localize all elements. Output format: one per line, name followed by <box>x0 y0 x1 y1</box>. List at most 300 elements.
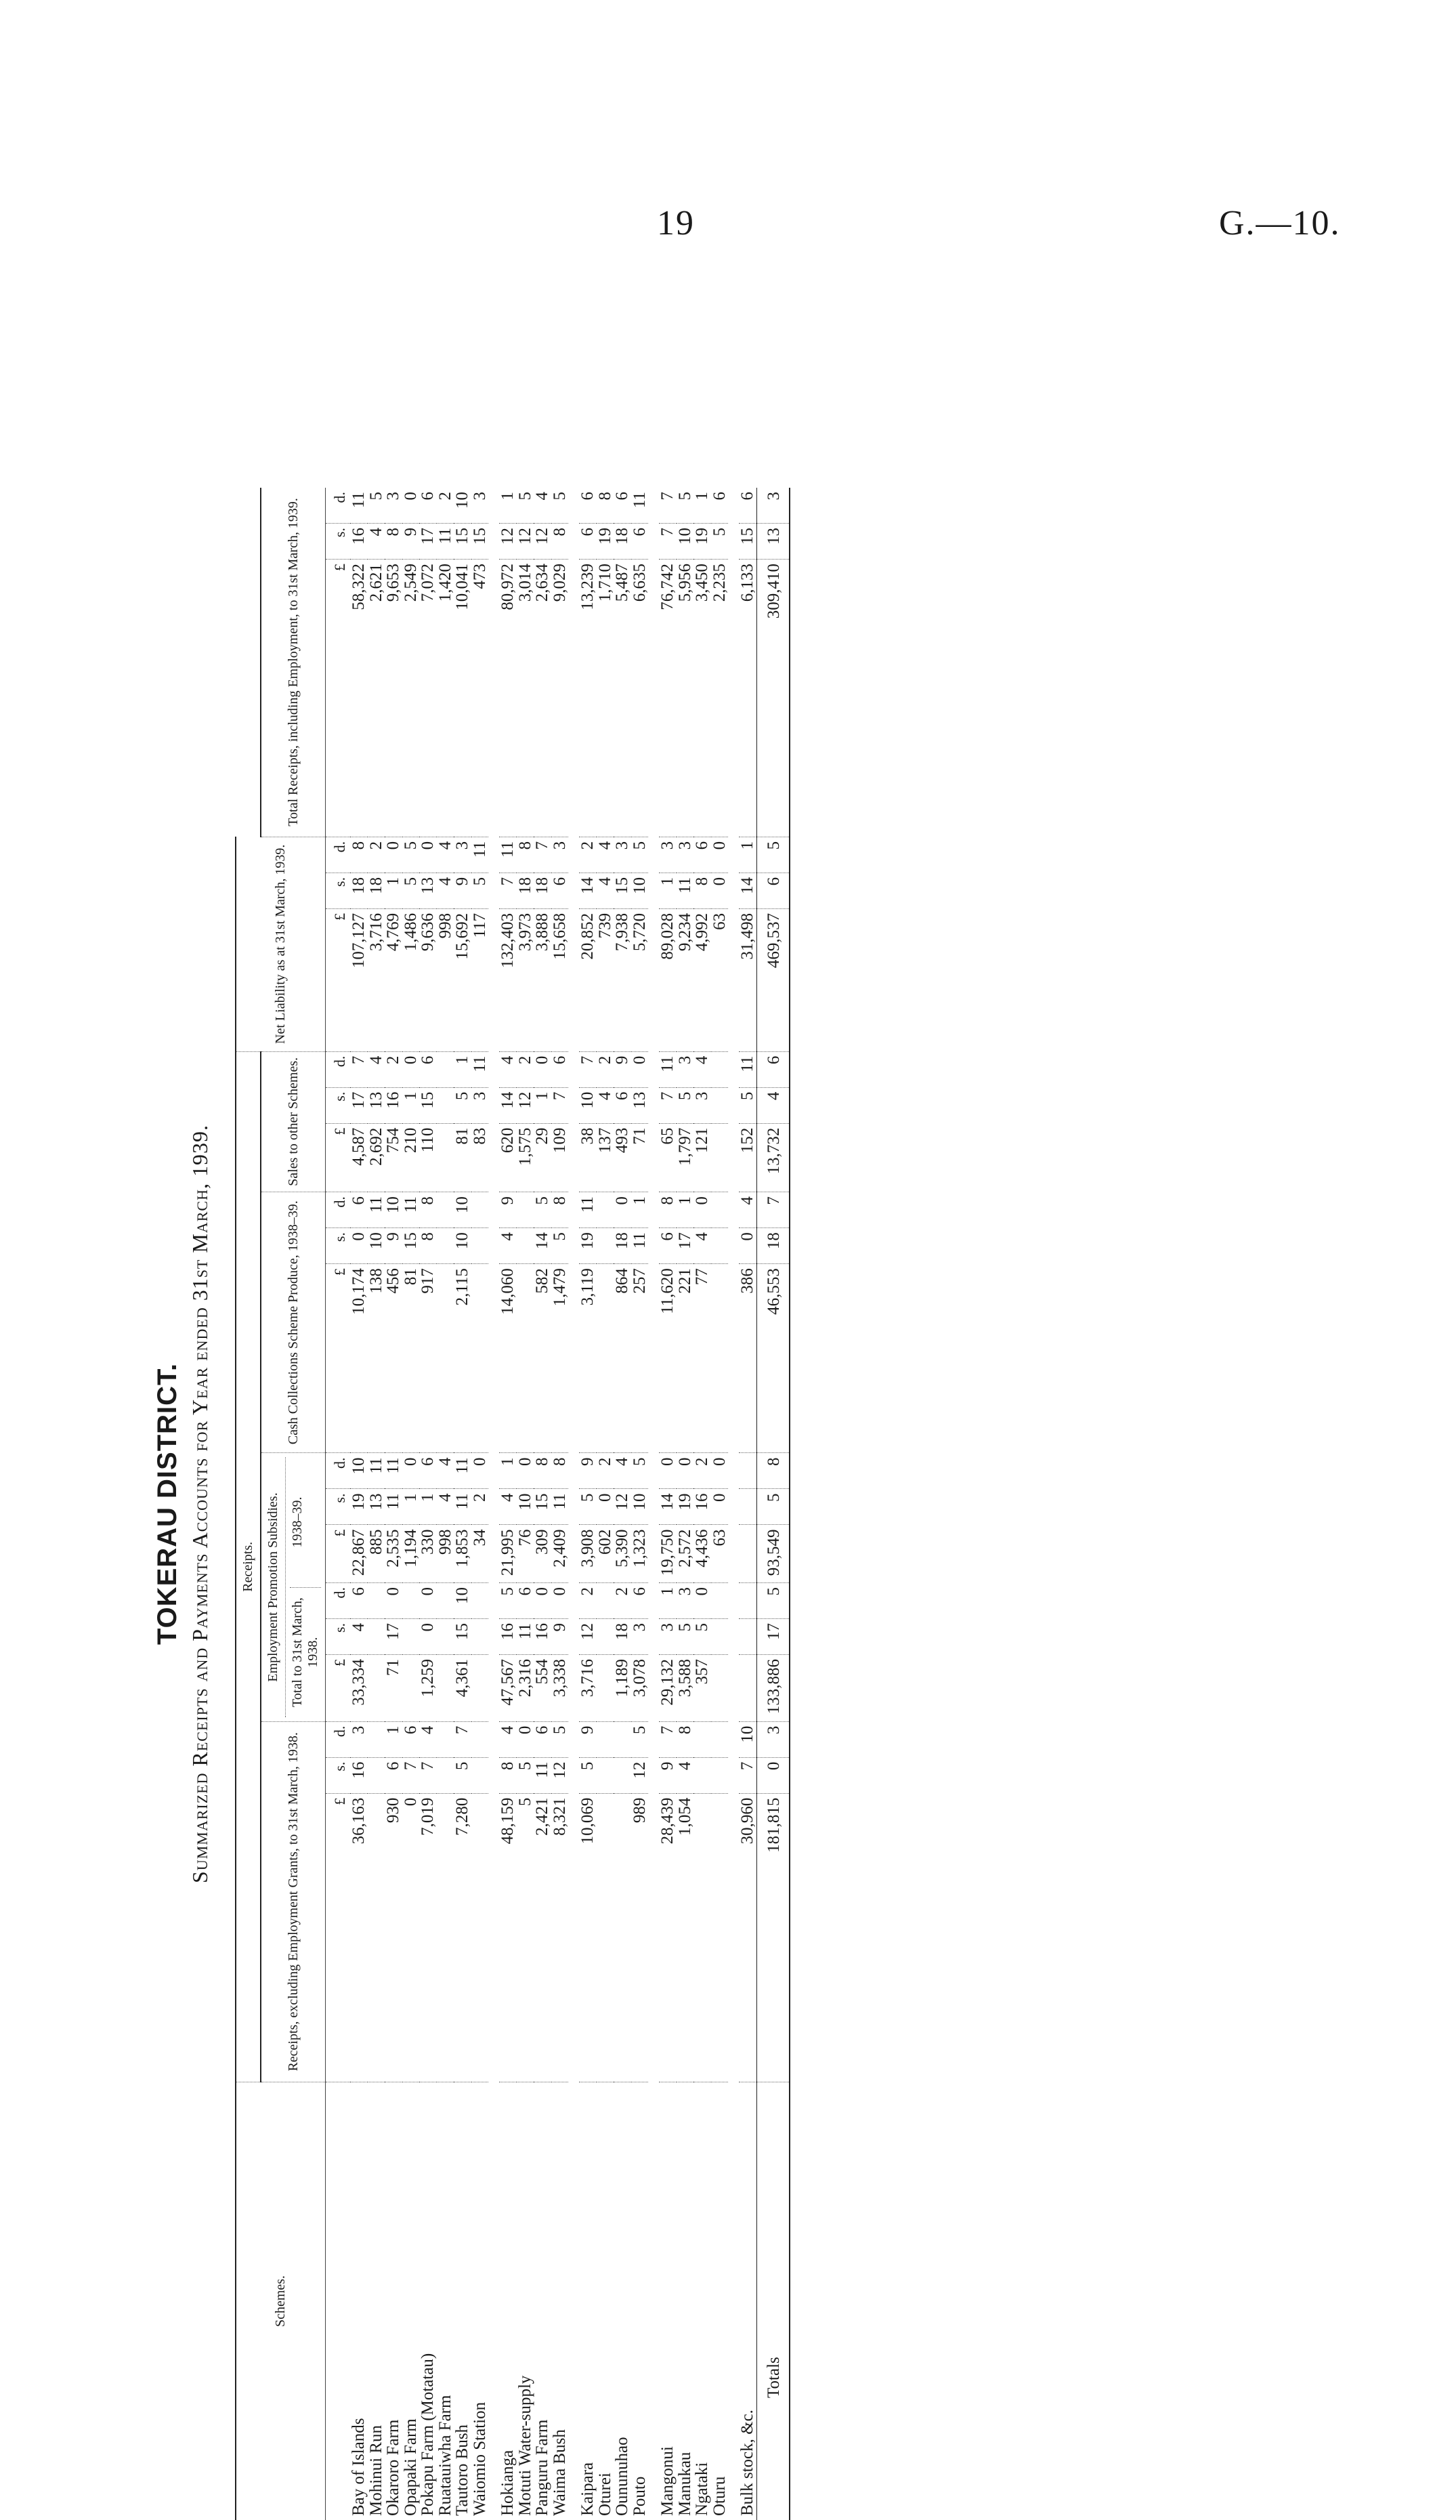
cell-pence: 8 <box>677 1721 694 1757</box>
cell-shillings: 9 <box>551 1618 569 1654</box>
cell-pence: 2 <box>385 1051 402 1087</box>
cell-pounds: 5,390 <box>614 1525 631 1583</box>
cell-pence <box>597 1192 614 1228</box>
cell-pence: 4 <box>614 1453 631 1489</box>
emp-group-title: Employment Promotion Subsidies. <box>265 1457 286 1717</box>
cell-pence: 6 <box>631 1582 649 1618</box>
receipts-group-header: Receipts. <box>236 1051 261 2082</box>
cell-pence: 4 <box>499 1721 517 1757</box>
cell-pounds: 3,078 <box>631 1654 649 1721</box>
cell-pence: 5 <box>402 837 420 873</box>
cell-pence: 8 <box>551 1453 569 1489</box>
cell-pence: 6 <box>711 488 729 524</box>
cell-shillings: 0 <box>350 1228 368 1264</box>
unit-shilling: s. <box>326 1228 351 1264</box>
total-pence: 8 <box>756 1453 790 1489</box>
cell-pence: 4 <box>739 1192 756 1228</box>
cell-pounds: 4,992 <box>693 908 711 1051</box>
cell-pence: 0 <box>659 1453 677 1489</box>
scheme-label: Waima Bush <box>551 2429 569 2516</box>
cell-pounds: 5,487 <box>614 560 631 837</box>
cell-pence: 10 <box>454 1192 471 1228</box>
cell-pounds: 47,567 <box>499 1654 517 1721</box>
row-spacer <box>648 488 659 2520</box>
unit-pound: £ <box>326 1525 351 1583</box>
cell-pence: 8 <box>419 1192 437 1228</box>
cell-pence: 0 <box>419 837 437 873</box>
scheme-label: Ngataki <box>693 2462 711 2516</box>
cell-pounds: 5,956 <box>677 560 694 837</box>
unit-shilling: s. <box>326 1087 351 1123</box>
cell-shillings: 19 <box>579 1228 597 1264</box>
cell-pounds: 38 <box>579 1123 597 1192</box>
scheme-name <box>579 2082 597 2520</box>
cell-pence <box>368 1721 385 1757</box>
cell-pounds: 4,361 <box>454 1654 471 1721</box>
cell-shillings: 6 <box>579 524 597 560</box>
cell-shillings: 3 <box>471 1087 489 1123</box>
cell-pence: 2 <box>437 488 454 524</box>
table-row <box>597 488 614 2520</box>
cell-shillings: 15 <box>471 524 489 560</box>
unit-pound: £ <box>326 1123 351 1192</box>
cell-pounds: 81 <box>402 1264 420 1453</box>
scheme-label: Manukau <box>676 2452 694 2516</box>
scheme-label: Opapaki Farm <box>402 2418 420 2516</box>
cell-shillings: 8 <box>385 524 402 560</box>
cell-pence: 4 <box>437 837 454 873</box>
cell-pounds: 2,316 <box>517 1654 534 1721</box>
cell-pounds: 29 <box>534 1123 551 1192</box>
cell-pounds <box>597 1793 614 2082</box>
cell-pence <box>437 1192 454 1228</box>
cell-pence: 1 <box>739 837 756 873</box>
cell-pounds: 3,888 <box>534 908 551 1051</box>
cell-shillings <box>711 1087 729 1123</box>
scheme-label: Oturu <box>710 2477 729 2516</box>
cell-pence: 5 <box>499 1582 517 1618</box>
cell-pounds: 989 <box>631 1793 649 2082</box>
cell-pounds: 2,692 <box>368 1123 385 1192</box>
unit-shilling: s. <box>326 1618 351 1654</box>
scheme-name <box>471 2082 489 2520</box>
cell-pounds: 10,069 <box>579 1793 597 2082</box>
cell-pounds: 117 <box>471 908 489 1051</box>
cell-pounds: 2,409 <box>551 1525 569 1583</box>
cell-shillings: 15 <box>739 524 756 560</box>
cell-pence: 11 <box>471 837 489 873</box>
cell-pence: 6 <box>534 1721 551 1757</box>
cell-pounds: 3,014 <box>517 560 534 837</box>
cell-pence <box>471 1721 489 1757</box>
cell-shillings: 8 <box>419 1228 437 1264</box>
cell-pounds: 109 <box>551 1123 569 1192</box>
cell-pounds: 80,972 <box>499 560 517 837</box>
cell-pence: 0 <box>419 1582 437 1618</box>
scheme-label: Mohinui Run <box>367 2425 385 2516</box>
cell-pence <box>711 1582 729 1618</box>
table-row <box>579 488 597 2520</box>
cell-shillings <box>597 1757 614 1793</box>
table-subtitle: Summarized Receipts and Payments Accounts for Year ended 31st March, 1939. <box>188 488 235 2520</box>
scheme-name <box>614 2082 631 2520</box>
unit-pound: £ <box>326 560 351 837</box>
cell-pence: 6 <box>517 1582 534 1618</box>
cell-pounds <box>711 1793 729 2082</box>
cell-pence: 8 <box>551 1192 569 1228</box>
total-shillings: 13 <box>756 524 790 560</box>
cell-shillings: 0 <box>739 1228 756 1264</box>
totals-row <box>756 488 790 2520</box>
col-receipts-excl-header: Receipts, excluding Employment Grants, to 31st March, 1938. <box>261 1721 326 2082</box>
scheme-label: Oturei <box>596 2473 614 2516</box>
cell-pence: 5 <box>677 488 694 524</box>
col-emp-total-header: Total to 31st March, 1938. <box>290 1588 321 1717</box>
cell-shillings: 4 <box>350 1618 368 1654</box>
cell-shillings: 3 <box>693 1087 711 1123</box>
cell-shillings: 8 <box>551 524 569 560</box>
units-row <box>326 488 351 2520</box>
scheme-label: Panguru Farm <box>533 2420 551 2516</box>
cell-pence: 7 <box>659 1721 677 1757</box>
cell-pence <box>614 1721 631 1757</box>
cell-shillings: 18 <box>614 524 631 560</box>
cell-pence: 0 <box>517 1453 534 1489</box>
table-row <box>739 488 756 2520</box>
cell-shillings: 1 <box>534 1087 551 1123</box>
cell-pence: 10 <box>385 1192 402 1228</box>
cell-shillings: 4 <box>437 1489 454 1525</box>
cell-pounds: 1,853 <box>454 1525 471 1583</box>
cell-pence: 11 <box>631 488 649 524</box>
cell-pounds: 10,174 <box>350 1264 368 1453</box>
cell-pence: 1 <box>499 488 517 524</box>
unit-shilling: s. <box>326 873 351 908</box>
accounts-table <box>235 488 790 2520</box>
cell-pence: 2 <box>597 1453 614 1489</box>
row-spacer-cell <box>488 488 499 2520</box>
cell-pounds: 2,235 <box>711 560 729 837</box>
scheme-label: Okaroro Farm <box>384 2420 402 2516</box>
cell-pence <box>437 1721 454 1757</box>
cell-pence: 6 <box>551 1051 569 1087</box>
cell-shillings <box>614 1757 631 1793</box>
cell-shillings: 5 <box>454 1087 471 1123</box>
cell-pounds: 137 <box>597 1123 614 1192</box>
cell-pounds: 930 <box>385 1793 402 2082</box>
cell-pence <box>597 1582 614 1618</box>
scheme-name <box>711 2082 729 2520</box>
cell-pounds: 386 <box>739 1264 756 1453</box>
cell-shillings: 1 <box>419 1489 437 1525</box>
cell-shillings: 1 <box>385 873 402 908</box>
cell-pounds <box>437 1654 454 1721</box>
scheme-name <box>534 2082 551 2520</box>
cell-pounds: 77 <box>693 1264 711 1453</box>
row-spacer-cell <box>568 488 579 2520</box>
cell-pounds: 152 <box>739 1123 756 1192</box>
cell-pence: 1 <box>499 1453 517 1489</box>
cell-pence: 6 <box>419 1453 437 1489</box>
cell-shillings: 2 <box>471 1489 489 1525</box>
cell-pence: 8 <box>597 488 614 524</box>
cell-shillings: 5 <box>517 1757 534 1793</box>
cell-pounds: 58,322 <box>350 560 368 837</box>
table-row <box>517 488 534 2520</box>
cell-pence: 3 <box>350 1721 368 1757</box>
cell-pence: 0 <box>517 1721 534 1757</box>
scheme-label: Tautoro Bush <box>453 2424 471 2516</box>
cell-pounds: 309 <box>534 1525 551 1583</box>
cell-pounds: 5,720 <box>631 908 649 1051</box>
cell-shillings: 11 <box>454 1489 471 1525</box>
cell-shillings: 14 <box>534 1228 551 1264</box>
cell-shillings: 0 <box>711 873 729 908</box>
unit-pound: £ <box>326 1793 351 2082</box>
table-row <box>614 488 631 2520</box>
cell-pounds: 9,234 <box>677 908 694 1051</box>
cell-shillings: 13 <box>419 873 437 908</box>
cell-shillings: 10 <box>454 1228 471 1264</box>
cell-pounds: 2,115 <box>454 1264 471 1453</box>
cell-shillings: 7 <box>551 1087 569 1123</box>
scheme-label: Motuti Water-supply <box>516 2376 534 2516</box>
cell-shillings: 12 <box>551 1757 569 1793</box>
cell-pence <box>711 1721 729 1757</box>
cell-shillings: 10 <box>579 1087 597 1123</box>
cell-pounds <box>517 1264 534 1453</box>
scheme-label: Pouto <box>630 2477 649 2516</box>
cell-pounds: 221 <box>677 1264 694 1453</box>
cell-pence: 7 <box>579 1051 597 1087</box>
cell-shillings: 8 <box>499 1757 517 1793</box>
scheme-name <box>631 2082 649 2520</box>
cell-pounds: 89,028 <box>659 908 677 1051</box>
scheme-name <box>597 2082 614 2520</box>
unit-pence: d. <box>326 1453 351 1489</box>
cell-shillings: 6 <box>551 873 569 908</box>
cell-shillings: 15 <box>454 1618 471 1654</box>
cell-pence: 1 <box>659 1582 677 1618</box>
cell-shillings: 1 <box>659 873 677 908</box>
cell-pounds <box>711 1654 729 1721</box>
cell-shillings: 16 <box>499 1618 517 1654</box>
cell-pence: 9 <box>579 1453 597 1489</box>
cell-pounds: 2,621 <box>368 560 385 837</box>
scheme-label: Bulk stock, &c. <box>738 2410 756 2516</box>
cell-shillings: 3 <box>659 1618 677 1654</box>
cell-shillings: 4 <box>677 1757 694 1793</box>
cell-shillings: 16 <box>693 1489 711 1525</box>
cell-pence: 4 <box>368 1051 385 1087</box>
cell-pence: 7 <box>534 837 551 873</box>
cell-pence <box>437 1582 454 1618</box>
cell-pounds: 76,742 <box>659 560 677 837</box>
table-body <box>326 488 790 2520</box>
cell-pounds: 4,436 <box>693 1525 711 1583</box>
total-shillings: 17 <box>756 1618 790 1654</box>
cell-pence: 6 <box>402 1721 420 1757</box>
cell-pence: 0 <box>693 1582 711 1618</box>
cell-shillings: 19 <box>350 1489 368 1525</box>
cell-pounds: 602 <box>597 1525 614 1583</box>
scheme-name <box>350 2082 368 2520</box>
cell-pence: 4 <box>597 837 614 873</box>
cell-pence: 11 <box>739 1051 756 1087</box>
cell-shillings: 16 <box>534 1618 551 1654</box>
cell-shillings: 5 <box>471 873 489 908</box>
cell-pounds: 65 <box>659 1123 677 1192</box>
total-shillings: 4 <box>756 1087 790 1123</box>
cell-shillings <box>739 1489 756 1525</box>
cell-pounds: 473 <box>471 560 489 837</box>
cell-pounds: 138 <box>368 1264 385 1453</box>
cell-shillings: 9 <box>454 873 471 908</box>
scheme-label: Waiomio Station <box>471 2402 489 2516</box>
unit-shilling: s. <box>326 1489 351 1525</box>
cell-pence <box>402 1582 420 1618</box>
cell-shillings: 11 <box>677 873 694 908</box>
cell-shillings: 9 <box>385 1228 402 1264</box>
cell-pounds: 1,054 <box>677 1793 694 2082</box>
cell-pence: 11 <box>385 1453 402 1489</box>
table-row <box>631 488 649 2520</box>
cell-shillings: 18 <box>614 1618 631 1654</box>
cell-shillings: 4 <box>693 1228 711 1264</box>
cell-pence: 10 <box>739 1721 756 1757</box>
cell-shillings: 3 <box>631 1618 649 1654</box>
cell-pence: 1 <box>631 1192 649 1228</box>
scheme-name <box>385 2082 402 2520</box>
cell-pounds: 2,421 <box>534 1793 551 2082</box>
cell-shillings: 19 <box>693 524 711 560</box>
unit-pence: d. <box>326 488 351 524</box>
cell-shillings: 13 <box>368 1087 385 1123</box>
cell-pounds: 22,867 <box>350 1525 368 1583</box>
cell-pounds: 456 <box>385 1264 402 1453</box>
col-total-receipts-header: Total Receipts, including Employment, to 31st March, 1939. <box>261 488 326 837</box>
scheme-name <box>551 2082 569 2520</box>
cell-pence: 2 <box>368 837 385 873</box>
cell-pounds: 121 <box>693 1123 711 1192</box>
table-row <box>693 488 711 2520</box>
cell-shillings: 17 <box>350 1087 368 1123</box>
total-shillings: 18 <box>756 1228 790 1264</box>
cell-pence: 0 <box>471 1453 489 1489</box>
cell-shillings: 12 <box>517 524 534 560</box>
cell-shillings: 15 <box>419 1087 437 1123</box>
cell-shillings: 19 <box>677 1489 694 1525</box>
cell-pence: 6 <box>693 837 711 873</box>
cell-shillings: 10 <box>677 524 694 560</box>
cell-shillings: 10 <box>631 873 649 908</box>
total-pence: 3 <box>756 1721 790 1757</box>
cell-shillings: 17 <box>385 1618 402 1654</box>
table-row <box>437 488 454 2520</box>
cell-pounds: 1,710 <box>597 560 614 837</box>
cell-pence: 11 <box>659 1051 677 1087</box>
cell-pounds <box>597 1264 614 1453</box>
scheme-label: Kaipara <box>578 2462 597 2516</box>
units-row-spacer <box>326 2082 351 2520</box>
cell-pounds <box>471 1793 489 2082</box>
cell-shillings: 9 <box>659 1757 677 1793</box>
cell-pence: 10 <box>454 488 471 524</box>
cell-pence: 1 <box>693 488 711 524</box>
col-schemes-header: Schemes. <box>236 2082 326 2520</box>
unit-shilling: s. <box>326 1757 351 1793</box>
cell-shillings: 15 <box>614 873 631 908</box>
scheme-name <box>739 2082 756 2520</box>
cell-shillings <box>693 1757 711 1793</box>
cell-shillings <box>471 1618 489 1654</box>
cell-pence: 6 <box>739 488 756 524</box>
cell-pence: 3 <box>471 488 489 524</box>
cell-pounds <box>471 1264 489 1453</box>
scheme-label: Bay of Islands <box>349 2418 368 2516</box>
total-pounds: 469,537 <box>756 908 790 1051</box>
unit-pence: d. <box>326 1582 351 1618</box>
cell-shillings: 7 <box>659 524 677 560</box>
cell-pounds: 9,653 <box>385 560 402 837</box>
cell-pounds: 19,750 <box>659 1525 677 1583</box>
cell-pence: 5 <box>551 1721 569 1757</box>
cell-pounds <box>368 1793 385 2082</box>
cell-pence: 5 <box>631 1453 649 1489</box>
cell-shillings: 5 <box>677 1087 694 1123</box>
cell-shillings: 5 <box>454 1757 471 1793</box>
cell-pounds: 998 <box>437 1525 454 1583</box>
scheme-name <box>677 2082 694 2520</box>
cell-pence <box>711 1051 729 1087</box>
cell-shillings: 17 <box>419 524 437 560</box>
cell-shillings: 11 <box>385 1489 402 1525</box>
cell-pence: 11 <box>402 1192 420 1228</box>
cell-pence: 3 <box>614 837 631 873</box>
total-pounds: 181,815 <box>756 1793 790 2082</box>
cell-pounds <box>368 1654 385 1721</box>
cell-pence <box>597 1721 614 1757</box>
scheme-name <box>693 2082 711 2520</box>
unit-pound: £ <box>326 908 351 1051</box>
total-shillings: 0 <box>756 1757 790 1793</box>
cell-pence: 0 <box>402 1453 420 1489</box>
cell-pounds: 620 <box>499 1123 517 1192</box>
cell-pounds: 1,259 <box>419 1654 437 1721</box>
cell-shillings <box>437 1618 454 1654</box>
cell-shillings: 16 <box>350 1757 368 1793</box>
cell-pounds: 3,119 <box>579 1264 597 1453</box>
cell-pence: 4 <box>534 488 551 524</box>
cell-shillings: 10 <box>368 1228 385 1264</box>
cell-shillings: 5 <box>711 524 729 560</box>
cell-pounds: 6,133 <box>739 560 756 837</box>
table-row <box>454 488 471 2520</box>
cell-pence: 5 <box>631 1721 649 1757</box>
cell-pounds <box>437 1123 454 1192</box>
cell-pounds: 15,658 <box>551 908 569 1051</box>
cell-pence: 0 <box>614 1192 631 1228</box>
cell-shillings <box>739 1618 756 1654</box>
cell-shillings: 11 <box>551 1489 569 1525</box>
cell-shillings: 4 <box>597 873 614 908</box>
cell-shillings: 18 <box>517 873 534 908</box>
cell-pence: 0 <box>551 1582 569 1618</box>
unit-pence: d. <box>326 1051 351 1087</box>
cell-pounds: 3,588 <box>677 1654 694 1721</box>
cell-pounds: 1,486 <box>402 908 420 1051</box>
cell-pence: 0 <box>402 488 420 524</box>
